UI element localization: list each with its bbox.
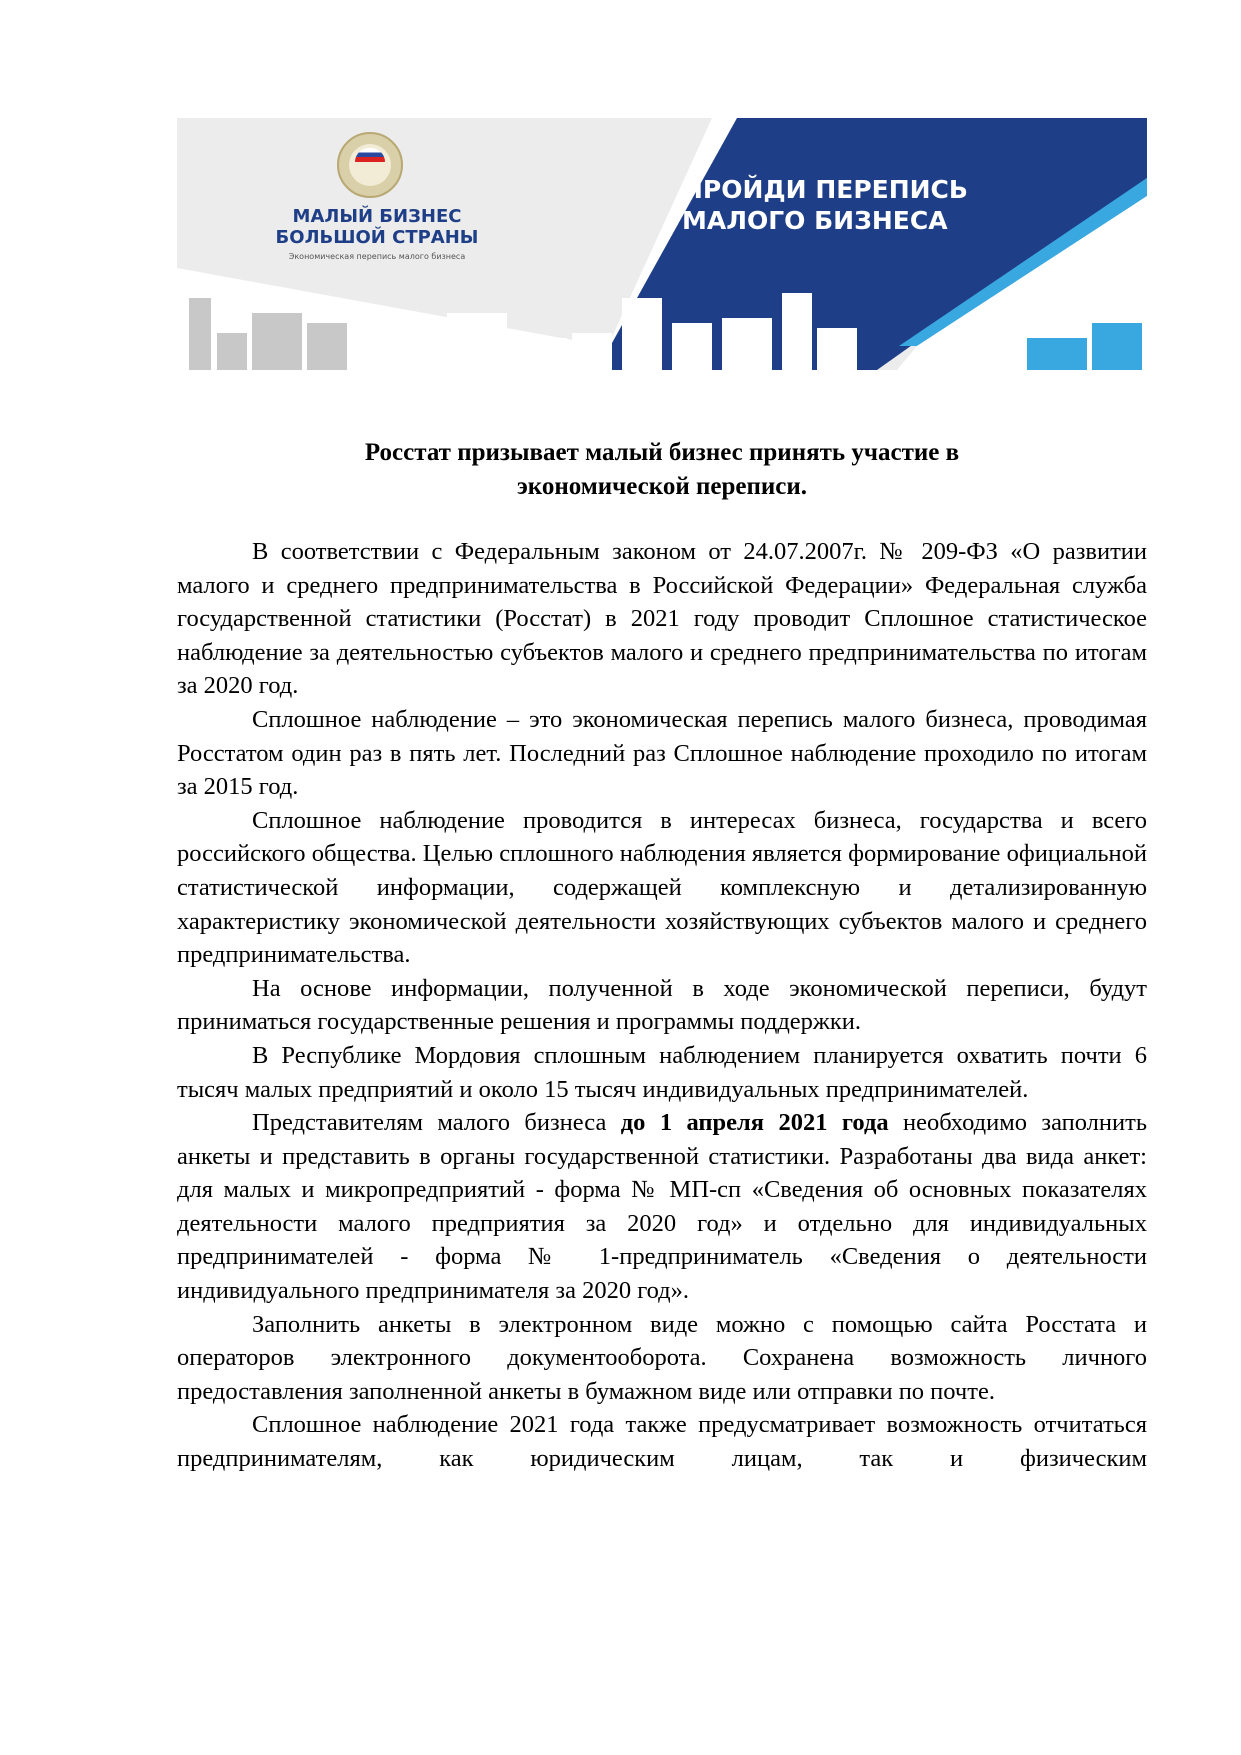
deadline-text-after: необходимо заполнить анкеты и представить в органы государственной статистики. Разработаны два вида анкет: для малых и микропредприятий - форма № МП-сп «Сведения об основных показателях деятельности малого предприятия за 2020 год» и отдельно для индивидуальных предпринимателей - форма № 1-предприниматель «Сведения о деятельности индивидуального предпринимателя за 2020 год». [177,1109,1148,1305]
paragraph-mordovia: В Республике Мордовия сплошным наблюдением планируется охватить почти 6 тысяч малых предприятий и около 15 тысяч индивидуальных предпринимателей. [177,1041,1147,1103]
article-title [177,436,1147,504]
cta-line1: ПРОЙДИ ПЕРЕПИСЬ [682,175,968,204]
article-body [177,535,1147,1476]
city-skyline-white-icon [392,293,857,370]
title-line2: экономической переписи. [516,473,808,500]
paragraph-reporting: Сплошное наблюдение 2021 года также предусматривает возможность отчитаться предпринимателям, как юридическим лицам, так и физическим [177,1411,1147,1473]
paragraph-law: В соответствии с Федеральным законом от 24.07.2007г. № 209-ФЗ «О развитии малого и среднего предпринимательства в Российской Федерации» Федеральная служба государственной статистики (Росстат) в 2021 году проводит Сплошное статистическое наблюдение за деятельностью субъектов малого и среднего предпринимательства по итогам за 2020 год. [177,538,1147,700]
banner-subtitle: Экономическая перепись малого бизнеса [288,252,466,261]
paragraph-deadline [177,1106,1147,1308]
census-banner [177,118,1147,370]
cta-line2: МАЛОГО БИЗНЕСА [682,206,948,235]
banner-title-line1: МАЛЫЙ БИЗНЕС [292,206,462,227]
deadline-text-before: Представителям малого бизнеса [252,1109,621,1137]
banner-title-line2: БОЛЬШОЙ СТРАНЫ [275,227,479,248]
deadline-date: до 1 апреля 2021 года [620,1109,889,1137]
paragraph-purpose: Сплошное наблюдение проводится в интересах бизнеса, государства и всего российского общества. Целью сплошного наблюдения является формирование официальной статистической информации, содержащей комплексную и детализированную характеристику экономической деятельности хозяйствующих субъектов малого и среднего предпринимательства. [177,806,1147,969]
banner-title [237,206,517,248]
title-line1: Росстат призывает малый бизнес принять участие в [364,439,960,466]
paragraph-electronic: Заполнить анкеты в электронном виде можно с помощью сайта Росстата и операторов электронного документооборота. Сохранена возможность личного предоставления заполненной анкеты в бумажном виде или отправки по почте. [177,1310,1147,1405]
banner-call-to-action [682,174,992,236]
paragraph-definition: Сплошное наблюдение – это экономическая перепись малого бизнеса, проводимая Росстатом один раз в пять лет. Последний раз Сплошное наблюдение проходило по итогам за 2015 год. [177,705,1147,801]
rosstat-emblem-icon [337,132,403,198]
paragraph-decisions: На основе информации, полученной в ходе экономической переписи, будут приниматься государственные решения и программы поддержки. [177,974,1147,1036]
